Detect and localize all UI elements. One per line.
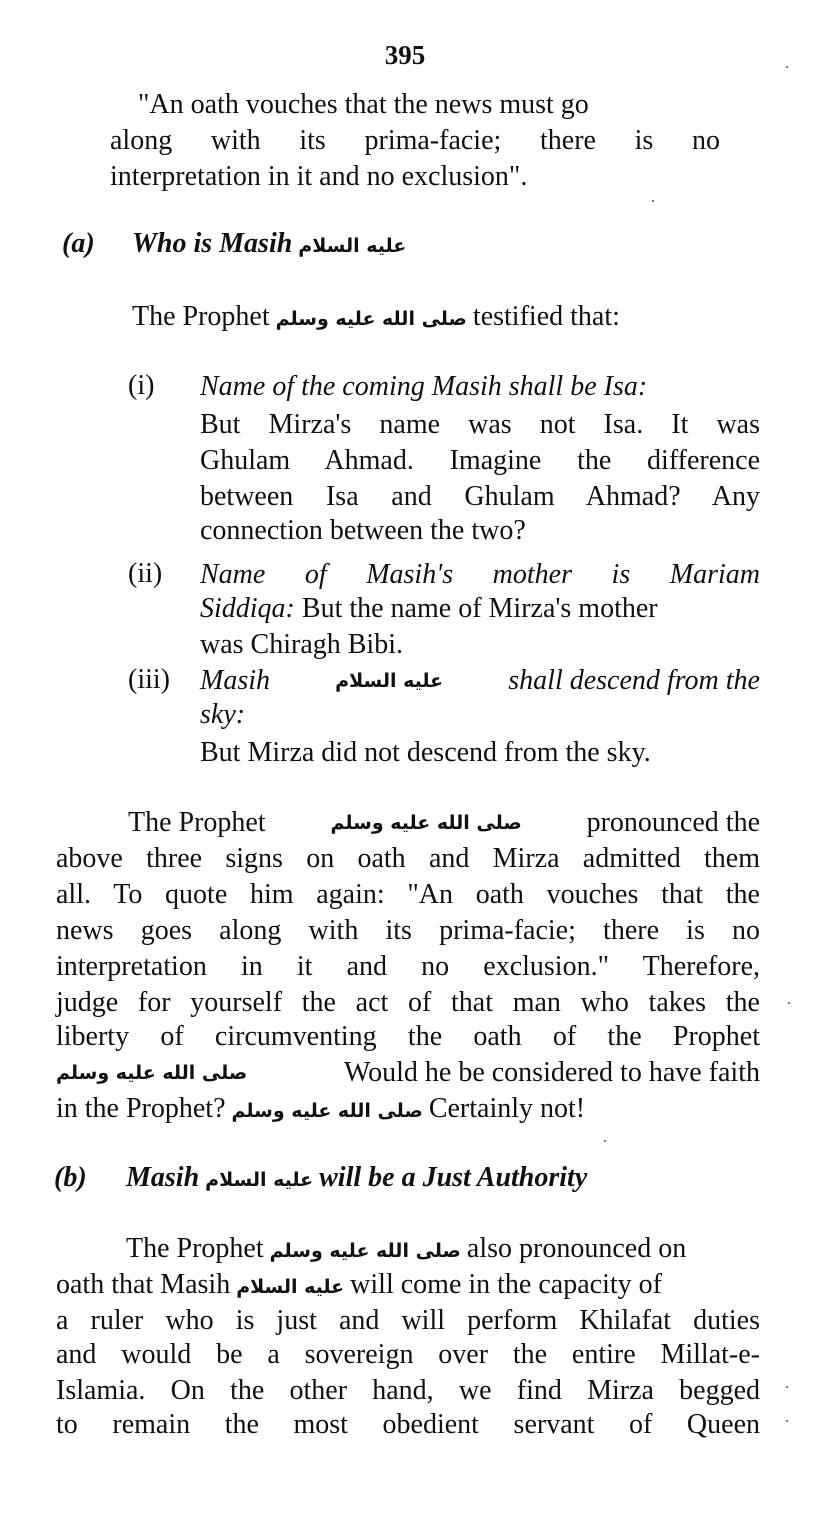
arabic-honorific: عليه السلام: [335, 670, 444, 692]
paragraph-line-1: [126, 1232, 686, 1268]
paragraph-line-9: [56, 1092, 585, 1128]
item-body-line: Ghulam Ahmad. Imagine the difference: [200, 445, 760, 476]
intro-text-after: testified that:: [472, 301, 620, 332]
item-body-line: was Chiragh Bibi.: [200, 629, 403, 660]
scan-speck: [652, 200, 654, 202]
paragraph-text-before: oath that Masih: [56, 1269, 231, 1300]
paragraph-text-before: The Prophet: [128, 807, 266, 838]
paragraph-text-after: pronounced the: [586, 807, 760, 838]
section-b-heading: [54, 1162, 774, 1202]
item-body-line: between Isa and Ghulam Ahmad? Any: [200, 481, 760, 512]
paragraph-text-after: Would he be considered to have faith: [343, 1057, 760, 1088]
paragraph-line: interpretation in it and no exclusion." Therefore,: [56, 951, 760, 982]
section-a-heading: [62, 228, 762, 268]
paragraph-line-2: [56, 1268, 662, 1304]
paragraph-line: a ruler who is just and will perform Khilafat duties: [56, 1305, 760, 1336]
item-body-line: But Mirza did not descend from the sky.: [200, 737, 651, 768]
paragraph-line: and would be a sovereign over the entire Millat-e-: [56, 1339, 760, 1370]
arabic-honorific: صلى الله عليه وسلم: [231, 1099, 423, 1122]
page-number: 395: [384, 40, 426, 70]
quote-line-1: "An oath vouches that the news must go: [138, 89, 589, 120]
item-title-after: shall descend from the: [508, 665, 760, 696]
paragraph-line: to remain the most obedient servant of Queen: [56, 1409, 760, 1440]
item-title: [200, 664, 760, 698]
section-b-title-after: will be a Just Authority: [319, 1162, 588, 1193]
section-b-title-before: Masih: [126, 1162, 200, 1193]
scan-speck: [786, 66, 788, 68]
section-a-letter: (a): [62, 228, 95, 259]
paragraph-text-before: The Prophet: [126, 1233, 264, 1264]
section-b-title: [126, 1162, 587, 1194]
arabic-honorific: عليه السلام: [236, 1275, 345, 1298]
scan-speck: [786, 1420, 788, 1422]
scan-speck: [788, 1002, 790, 1004]
item-number: (i): [128, 370, 155, 401]
arabic-honorific: عليه السلام: [205, 1168, 314, 1191]
item-body-line: But Mirza's name was not Isa. It was: [200, 409, 760, 440]
paragraph-line: above three signs on oath and Mirza admitted them: [56, 843, 760, 874]
item-title-line2: Siddiqa:: [200, 593, 295, 624]
paragraph-line: judge for yourself the act of that man who takes the: [56, 987, 760, 1018]
section-b-letter: (b): [54, 1162, 87, 1193]
intro-text-before: The Prophet: [132, 301, 270, 332]
arabic-honorific: صلى الله عليه وسلم: [269, 1239, 461, 1262]
item-title-continued: [200, 592, 658, 626]
arabic-honorific: صلى الله عليه وسلم: [56, 1062, 248, 1084]
paragraph-line: all. To quote him again: "An oath vouches that the: [56, 879, 760, 910]
arabic-honorific: صلى الله عليه وسلم: [275, 307, 467, 330]
scan-speck: [604, 1140, 606, 1142]
section-a-title-text: Who is Masih: [132, 228, 293, 259]
arabic-honorific: صلى الله عليه وسلم: [330, 812, 522, 834]
item-title-continued: sky:: [200, 699, 246, 730]
item-number: (ii): [128, 558, 163, 589]
paragraph-line-8: [56, 1056, 760, 1090]
paragraph-text-after: Certainly not!: [428, 1093, 586, 1124]
item-body-line: connection between the two?: [200, 515, 526, 546]
paragraph-line: Islamia. On the other hand, we find Mirza begged: [56, 1375, 760, 1406]
section-a-title: [132, 228, 412, 260]
quote-line-2: along with its prima-facie; there is no: [110, 125, 720, 156]
arabic-honorific: عليه السلام: [298, 234, 407, 257]
quote-line-3: interpretation in it and no exclusion".: [110, 161, 528, 192]
paragraph-line: news goes along with its prima-facie; there is no: [56, 915, 760, 946]
item-number: (iii): [128, 664, 170, 695]
scan-speck: [786, 1386, 788, 1388]
item-title: Name of Masih's mother is Mariam: [200, 559, 760, 590]
paragraph-line-1: [128, 806, 760, 840]
paragraph-text-after: will come in the capacity of: [350, 1269, 662, 1300]
item-title-before: Masih: [200, 665, 270, 696]
section-a-intro: [132, 300, 620, 336]
item-body-first: But the name of Mirza's mother: [301, 593, 658, 624]
paragraph-line: liberty of circumventing the oath of the Prophet: [56, 1021, 760, 1052]
paragraph-text-before: in the Prophet?: [56, 1093, 226, 1124]
item-title: Name of the coming Masih shall be Isa:: [200, 371, 648, 402]
paragraph-text-after: also pronounced on: [466, 1233, 687, 1264]
